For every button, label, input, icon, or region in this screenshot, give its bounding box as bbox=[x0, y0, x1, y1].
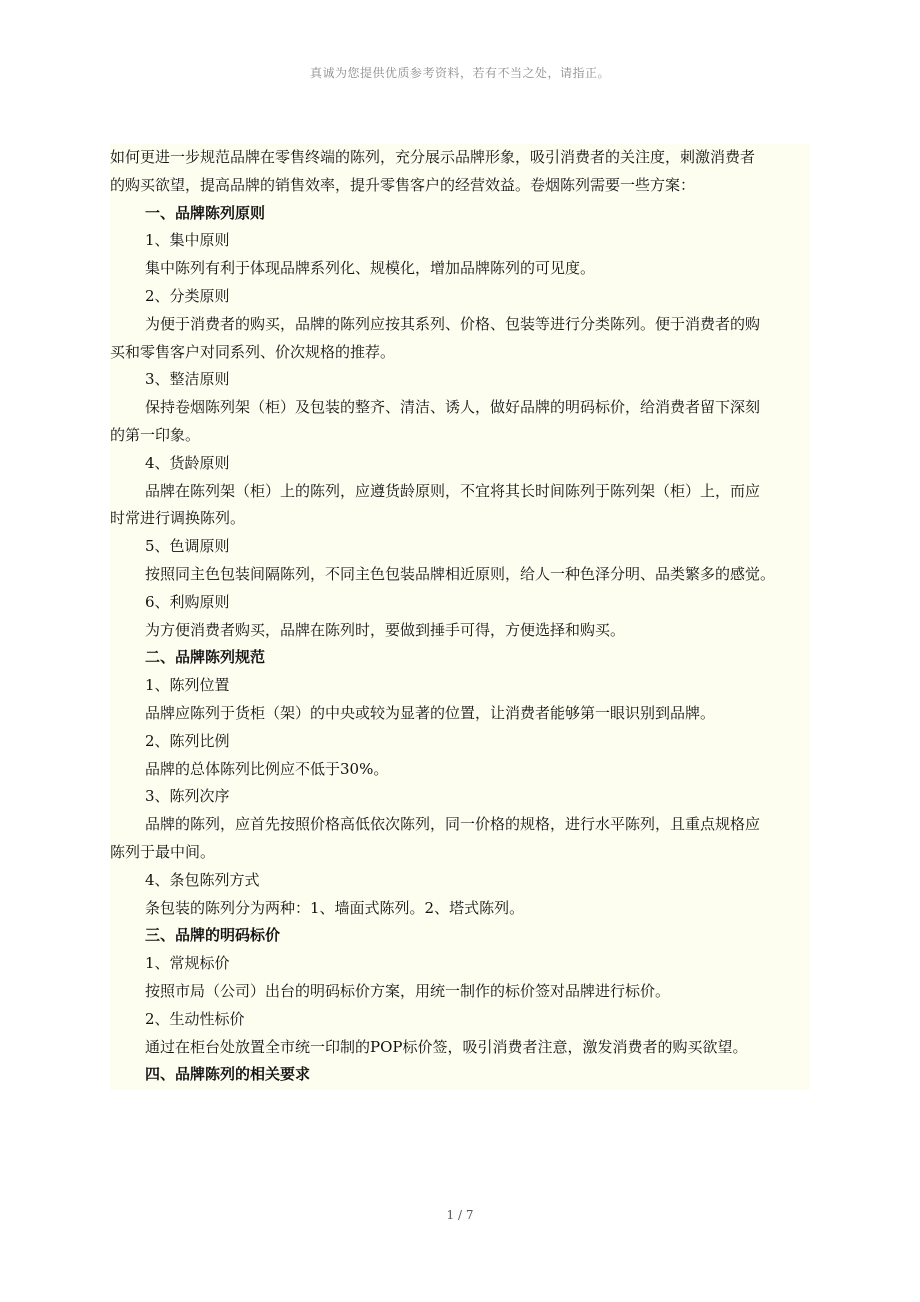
text-line: 为便于消费者的购买，品牌的陈列应按其系列、价格、包装等进行分类陈列。便于消费者的购 bbox=[145, 314, 761, 333]
text-line: 品牌应陈列于货柜（架）的中央或较为显著的位置，让消费者能够第一眼识别到品牌。 bbox=[145, 703, 716, 722]
text-line: 6、利购原则 bbox=[145, 592, 230, 611]
section-heading: 二、品牌陈列规范 bbox=[145, 648, 266, 667]
document-body bbox=[110, 144, 810, 1090]
section-heading: 三、品牌的明码标价 bbox=[145, 926, 281, 945]
text-line: 按照同主色包装间隔陈列，不同主色包装品牌相近原则，给人一种色泽分明、品类繁多的感觉。 bbox=[145, 564, 776, 583]
text-line: 为方便消费者购买，品牌在陈列时，要做到捶手可得，方便选择和购买。 bbox=[145, 620, 626, 639]
text-line: 3、整洁原则 bbox=[145, 370, 230, 389]
text-line: 的购买欲望，提高品牌的销售效率，提升零售客户的经营效益。卷烟陈列需要一些方案： bbox=[110, 175, 696, 194]
header-note: 真诚为您提供优质参考资料，若有不当之处，请指正。 bbox=[309, 66, 610, 80]
text-line: 品牌在陈列架（柜）上的陈列，应遵货龄原则，不宜将其长时间陈列于陈列架（柜）上，而应 bbox=[145, 481, 761, 500]
text-line: 通过在柜台处放置全市统一印制的POP标价签，吸引消费者注意，激发消费者的购买欲望。 bbox=[145, 1037, 748, 1056]
text-line: 的第一印象。 bbox=[110, 425, 201, 444]
text-line: 品牌的陈列，应首先按照价格高低依次陈列，同一价格的规格，进行水平陈列，且重点规格应 bbox=[145, 815, 761, 834]
text-line: 1、陈列位置 bbox=[145, 676, 230, 695]
text-line: 按照市局（公司）出台的明码标价方案，用统一制作的标价签对品牌进行标价。 bbox=[145, 981, 671, 1000]
text-line: 品牌的总体陈列比例应不低于30%。 bbox=[145, 759, 389, 778]
text-line: 如何更进一步规范品牌在零售终端的陈列，充分展示品牌形象，吸引消费者的关注度，刺激消费者 bbox=[110, 148, 756, 166]
text-line: 3、陈列次序 bbox=[145, 787, 230, 806]
text-line: 4、货龄原则 bbox=[145, 453, 230, 472]
page-number: 1 / 7 bbox=[446, 1208, 474, 1222]
text-line: 1、集中原则 bbox=[145, 231, 230, 250]
text-line: 条包装的陈列分为两种：1、墙面式陈列。2、塔式陈列。 bbox=[145, 898, 525, 917]
text-line: 集中陈列有利于体现品牌系列化、规模化，增加品牌陈列的可见度。 bbox=[145, 259, 596, 278]
text-line: 保持卷烟陈列架（柜）及包装的整齐、清洁、诱人，做好品牌的明码标价，给消费者留下深刻 bbox=[145, 398, 761, 417]
text-line: 买和零售客户对同系列、价次规格的推荐。 bbox=[110, 342, 396, 361]
section-heading: 四、品牌陈列的相关要求 bbox=[145, 1065, 311, 1084]
section-heading: 一、品牌陈列原则 bbox=[145, 203, 266, 222]
text-line: 5、色调原则 bbox=[145, 537, 230, 556]
text-line: 2、生动性标价 bbox=[145, 1009, 245, 1028]
text-line: 2、分类原则 bbox=[145, 286, 230, 305]
text-line: 时常进行调换陈列。 bbox=[110, 509, 246, 528]
text-line: 陈列于最中间。 bbox=[110, 842, 216, 861]
text-line: 4、条包陈列方式 bbox=[145, 870, 260, 889]
text-line: 2、陈列比例 bbox=[145, 731, 230, 750]
text-line: 1、常规标价 bbox=[145, 954, 230, 973]
